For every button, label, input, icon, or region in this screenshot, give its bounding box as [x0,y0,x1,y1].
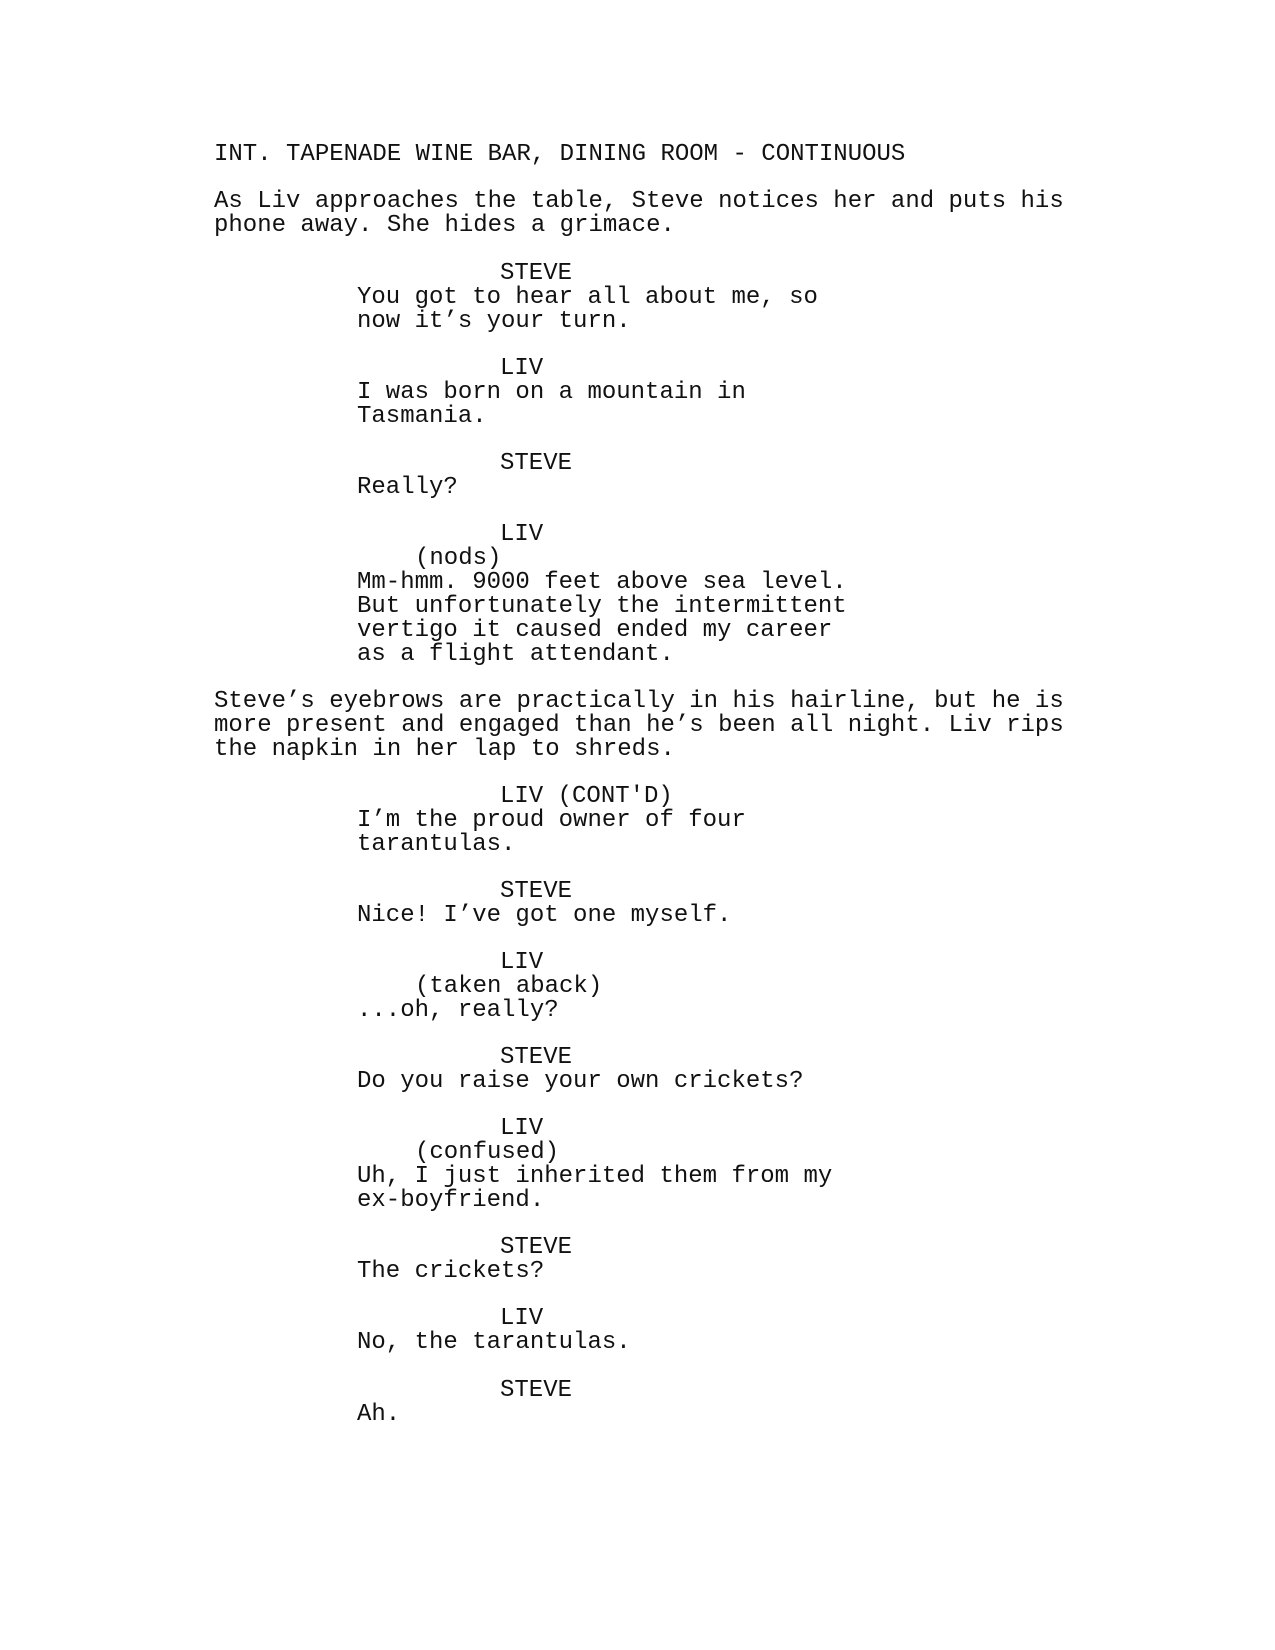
character-name: STEVE [500,260,573,287]
character-name: STEVE [500,878,573,905]
character-name: LIV (CONT'D) [500,783,673,810]
dialogue-line: But unfortunately the intermittent [357,593,847,620]
parenthetical: (confused) [415,1139,560,1166]
parenthetical: (nods) [415,545,502,572]
action-line: As Liv approaches the table, Steve notices her and puts his [214,188,1064,215]
dialogue-line: Uh, I just inherited them from my [357,1163,833,1190]
character-name: STEVE [500,450,573,477]
dialogue-line: Really? [357,474,458,501]
parenthetical: (taken aback) [415,973,603,1000]
scene-heading: INT. TAPENADE WINE BAR, DINING ROOM - CONTINUOUS [214,141,906,168]
character-name: LIV [500,1305,544,1332]
dialogue-line: ex-boyfriend. [357,1187,545,1214]
character-name: STEVE [500,1377,573,1404]
dialogue-line: vertigo it caused ended my career [357,617,833,644]
dialogue-line: Nice! I’ve got one myself. [357,902,732,929]
action-line: the napkin in her lap to shreds. [214,736,675,763]
dialogue-line: Tasmania. [357,403,487,430]
dialogue-line: I’m the proud owner of four [357,807,746,834]
character-name: LIV [500,949,544,976]
dialogue-line: I was born on a mountain in [357,379,746,406]
action-line: Steve’s eyebrows are practically in his hairline, but he is [214,688,1064,715]
action-line: more present and engaged than he’s been all night. Liv rips [214,712,1064,739]
character-name: STEVE [500,1234,573,1261]
dialogue-line: You got to hear all about me, so [357,284,818,311]
dialogue-line: now it’s your turn. [357,308,631,335]
dialogue-line: as a flight attendant. [357,641,674,668]
dialogue-line: Mm-hmm. 9000 feet above sea level. [357,569,847,596]
character-name: LIV [500,355,544,382]
dialogue-line: Do you raise your own crickets? [357,1068,804,1095]
dialogue-line: ...oh, really? [357,997,559,1024]
dialogue-line: tarantulas. [357,831,516,858]
character-name: STEVE [500,1044,573,1071]
dialogue-line: No, the tarantulas. [357,1329,631,1356]
character-name: LIV [500,521,544,548]
dialogue-line: The crickets? [357,1258,545,1285]
dialogue-line: Ah. [357,1401,401,1428]
character-name: LIV [500,1115,544,1142]
action-line: phone away. She hides a grimace. [214,212,675,239]
